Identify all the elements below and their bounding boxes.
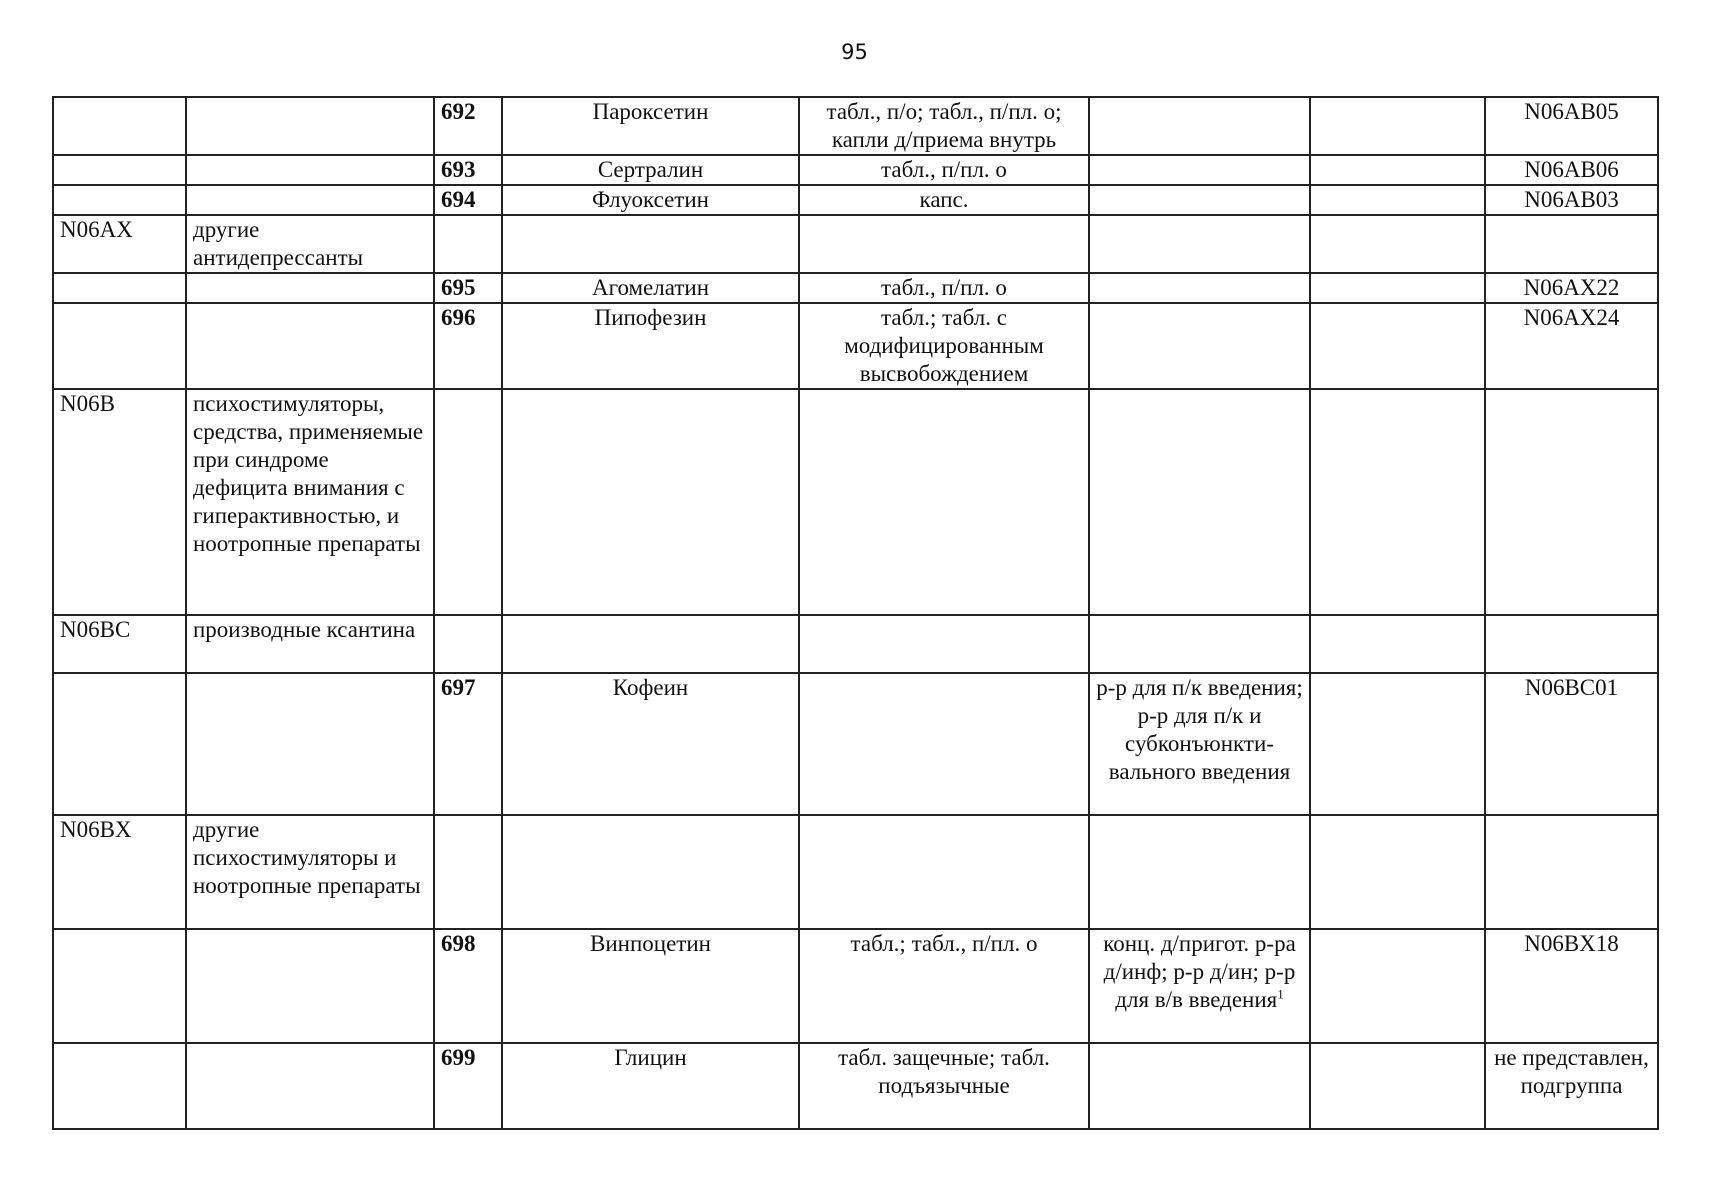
dosage-form-cell <box>799 673 1089 815</box>
atc-code-cell: N06B <box>53 389 186 615</box>
group-name-cell <box>186 303 434 389</box>
drug-name-cell: Кофеин <box>502 673 799 815</box>
dosage-form-cell <box>799 815 1089 929</box>
group-name-cell: другие антидепрессанты <box>186 215 434 273</box>
table-row <box>53 673 1658 815</box>
extra-cell <box>1310 97 1485 155</box>
dosage-form-cell <box>799 615 1089 673</box>
drug-name-cell: Пипофезин <box>502 303 799 389</box>
item-number-cell: 698 <box>434 929 502 1043</box>
extra-cell <box>1310 185 1485 215</box>
table-row <box>53 815 1658 929</box>
extra-cell <box>1310 673 1485 815</box>
table-row <box>53 615 1658 673</box>
item-number-cell: 699 <box>434 1043 502 1129</box>
table-row <box>53 389 1658 615</box>
dosage-form-cell: капс. <box>799 185 1089 215</box>
group-name-cell <box>186 185 434 215</box>
group-name-cell <box>186 155 434 185</box>
drug-name-cell: Винпоцетин <box>502 929 799 1043</box>
atc-drug-code-cell: N06AX24 <box>1485 303 1658 389</box>
drug-name-cell: Глицин <box>502 1043 799 1129</box>
atc-code-cell <box>53 97 186 155</box>
item-number-cell: 695 <box>434 273 502 303</box>
item-number-cell <box>434 215 502 273</box>
extra-cell <box>1310 815 1485 929</box>
item-number-cell <box>434 615 502 673</box>
atc-code-cell <box>53 303 186 389</box>
extra-cell <box>1310 929 1485 1043</box>
dosage-form-2-cell <box>1089 273 1310 303</box>
extra-cell <box>1310 1043 1485 1129</box>
atc-code-cell <box>53 673 186 815</box>
dosage-form-2-cell <box>1089 155 1310 185</box>
dosage-form-2-cell <box>1089 389 1310 615</box>
atc-drug-code-cell: N06AX22 <box>1485 273 1658 303</box>
dosage-form-2-cell <box>1089 215 1310 273</box>
extra-cell <box>1310 155 1485 185</box>
group-name-cell <box>186 673 434 815</box>
extra-cell <box>1310 273 1485 303</box>
dosage-form-2-cell <box>1089 815 1310 929</box>
dosage-form-cell <box>799 389 1089 615</box>
dosage-form-cell: табл., п/пл. о <box>799 155 1089 185</box>
table-row <box>53 185 1658 215</box>
atc-code-cell <box>53 155 186 185</box>
atc-drug-code-cell <box>1485 215 1658 273</box>
drug-name-cell <box>502 615 799 673</box>
dosage-form-cell: табл., п/пл. о <box>799 273 1089 303</box>
extra-cell <box>1310 389 1485 615</box>
atc-drug-code-cell <box>1485 615 1658 673</box>
item-number-cell: 692 <box>434 97 502 155</box>
item-number-cell: 693 <box>434 155 502 185</box>
group-name-cell: психостимуляторы, средства, применяемые при синдроме дефицита внимания с гиперактивностью, и ноотропные препараты <box>186 389 434 615</box>
dosage-form-2-cell <box>1089 1043 1310 1129</box>
atc-drug-code-cell: N06AB05 <box>1485 97 1658 155</box>
drug-name-cell <box>502 215 799 273</box>
table-row <box>53 303 1658 389</box>
group-name-cell <box>186 273 434 303</box>
item-number-cell: 694 <box>434 185 502 215</box>
drug-name-cell: Агомелатин <box>502 273 799 303</box>
dosage-form-2-text: конц. д/пригот. р-ра д/инф; р-р д/ин; р-р для в/в введения <box>1103 931 1296 1012</box>
item-number-cell <box>434 389 502 615</box>
table-row <box>53 97 1658 155</box>
footnote-mark: 1 <box>1277 986 1284 1002</box>
atc-drug-code-cell: не представлен, подгруппа <box>1485 1043 1658 1129</box>
atc-code-cell <box>53 185 186 215</box>
atc-code-cell <box>53 929 186 1043</box>
drug-name-cell: Сертралин <box>502 155 799 185</box>
atc-code-cell: N06BC <box>53 615 186 673</box>
extra-cell <box>1310 215 1485 273</box>
atc-drug-code-cell: N06AB06 <box>1485 155 1658 185</box>
dosage-form-cell: табл. защечные; табл. подъязычные <box>799 1043 1089 1129</box>
atc-drug-code-cell: N06AB03 <box>1485 185 1658 215</box>
dosage-form-cell: табл.; табл., п/пл. о <box>799 929 1089 1043</box>
dosage-form-2-cell <box>1089 929 1310 1043</box>
item-number-cell: 697 <box>434 673 502 815</box>
atc-drug-code-cell: N06BX18 <box>1485 929 1658 1043</box>
group-name-cell <box>186 1043 434 1129</box>
group-name-cell <box>186 97 434 155</box>
atc-drug-code-cell <box>1485 389 1658 615</box>
dosage-form-2-cell <box>1089 615 1310 673</box>
dosage-form-2-cell: р-р для п/к введения; р-р для п/к и субконъюнкти-вального введения <box>1089 673 1310 815</box>
atc-drug-code-cell: N06BC01 <box>1485 673 1658 815</box>
group-name-cell: другие психостимуляторы и ноотропные препараты <box>186 815 434 929</box>
drug-table <box>52 96 1659 1130</box>
extra-cell <box>1310 303 1485 389</box>
drug-name-cell: Флуоксетин <box>502 185 799 215</box>
table-row <box>53 1043 1658 1129</box>
group-name-cell <box>186 929 434 1043</box>
extra-cell <box>1310 615 1485 673</box>
page-number: 95 <box>841 40 868 64</box>
table-row <box>53 215 1658 273</box>
drug-name-cell <box>502 815 799 929</box>
dosage-form-2-cell <box>1089 303 1310 389</box>
atc-code-cell: N06BX <box>53 815 186 929</box>
table-row <box>53 155 1658 185</box>
dosage-form-2-cell <box>1089 97 1310 155</box>
dosage-form-cell: табл.; табл. с модифицированным высвобождением <box>799 303 1089 389</box>
item-number-cell: 696 <box>434 303 502 389</box>
atc-drug-code-cell <box>1485 815 1658 929</box>
dosage-form-2-cell <box>1089 185 1310 215</box>
table-row <box>53 273 1658 303</box>
group-name-cell: производные ксантина <box>186 615 434 673</box>
drug-name-cell <box>502 389 799 615</box>
atc-code-cell: N06AX <box>53 215 186 273</box>
table-row <box>53 929 1658 1043</box>
drug-name-cell: Пароксетин <box>502 97 799 155</box>
item-number-cell <box>434 815 502 929</box>
atc-code-cell <box>53 273 186 303</box>
dosage-form-cell <box>799 215 1089 273</box>
atc-code-cell <box>53 1043 186 1129</box>
dosage-form-cell: табл., п/о; табл., п/пл. о; капли д/приема внутрь <box>799 97 1089 155</box>
